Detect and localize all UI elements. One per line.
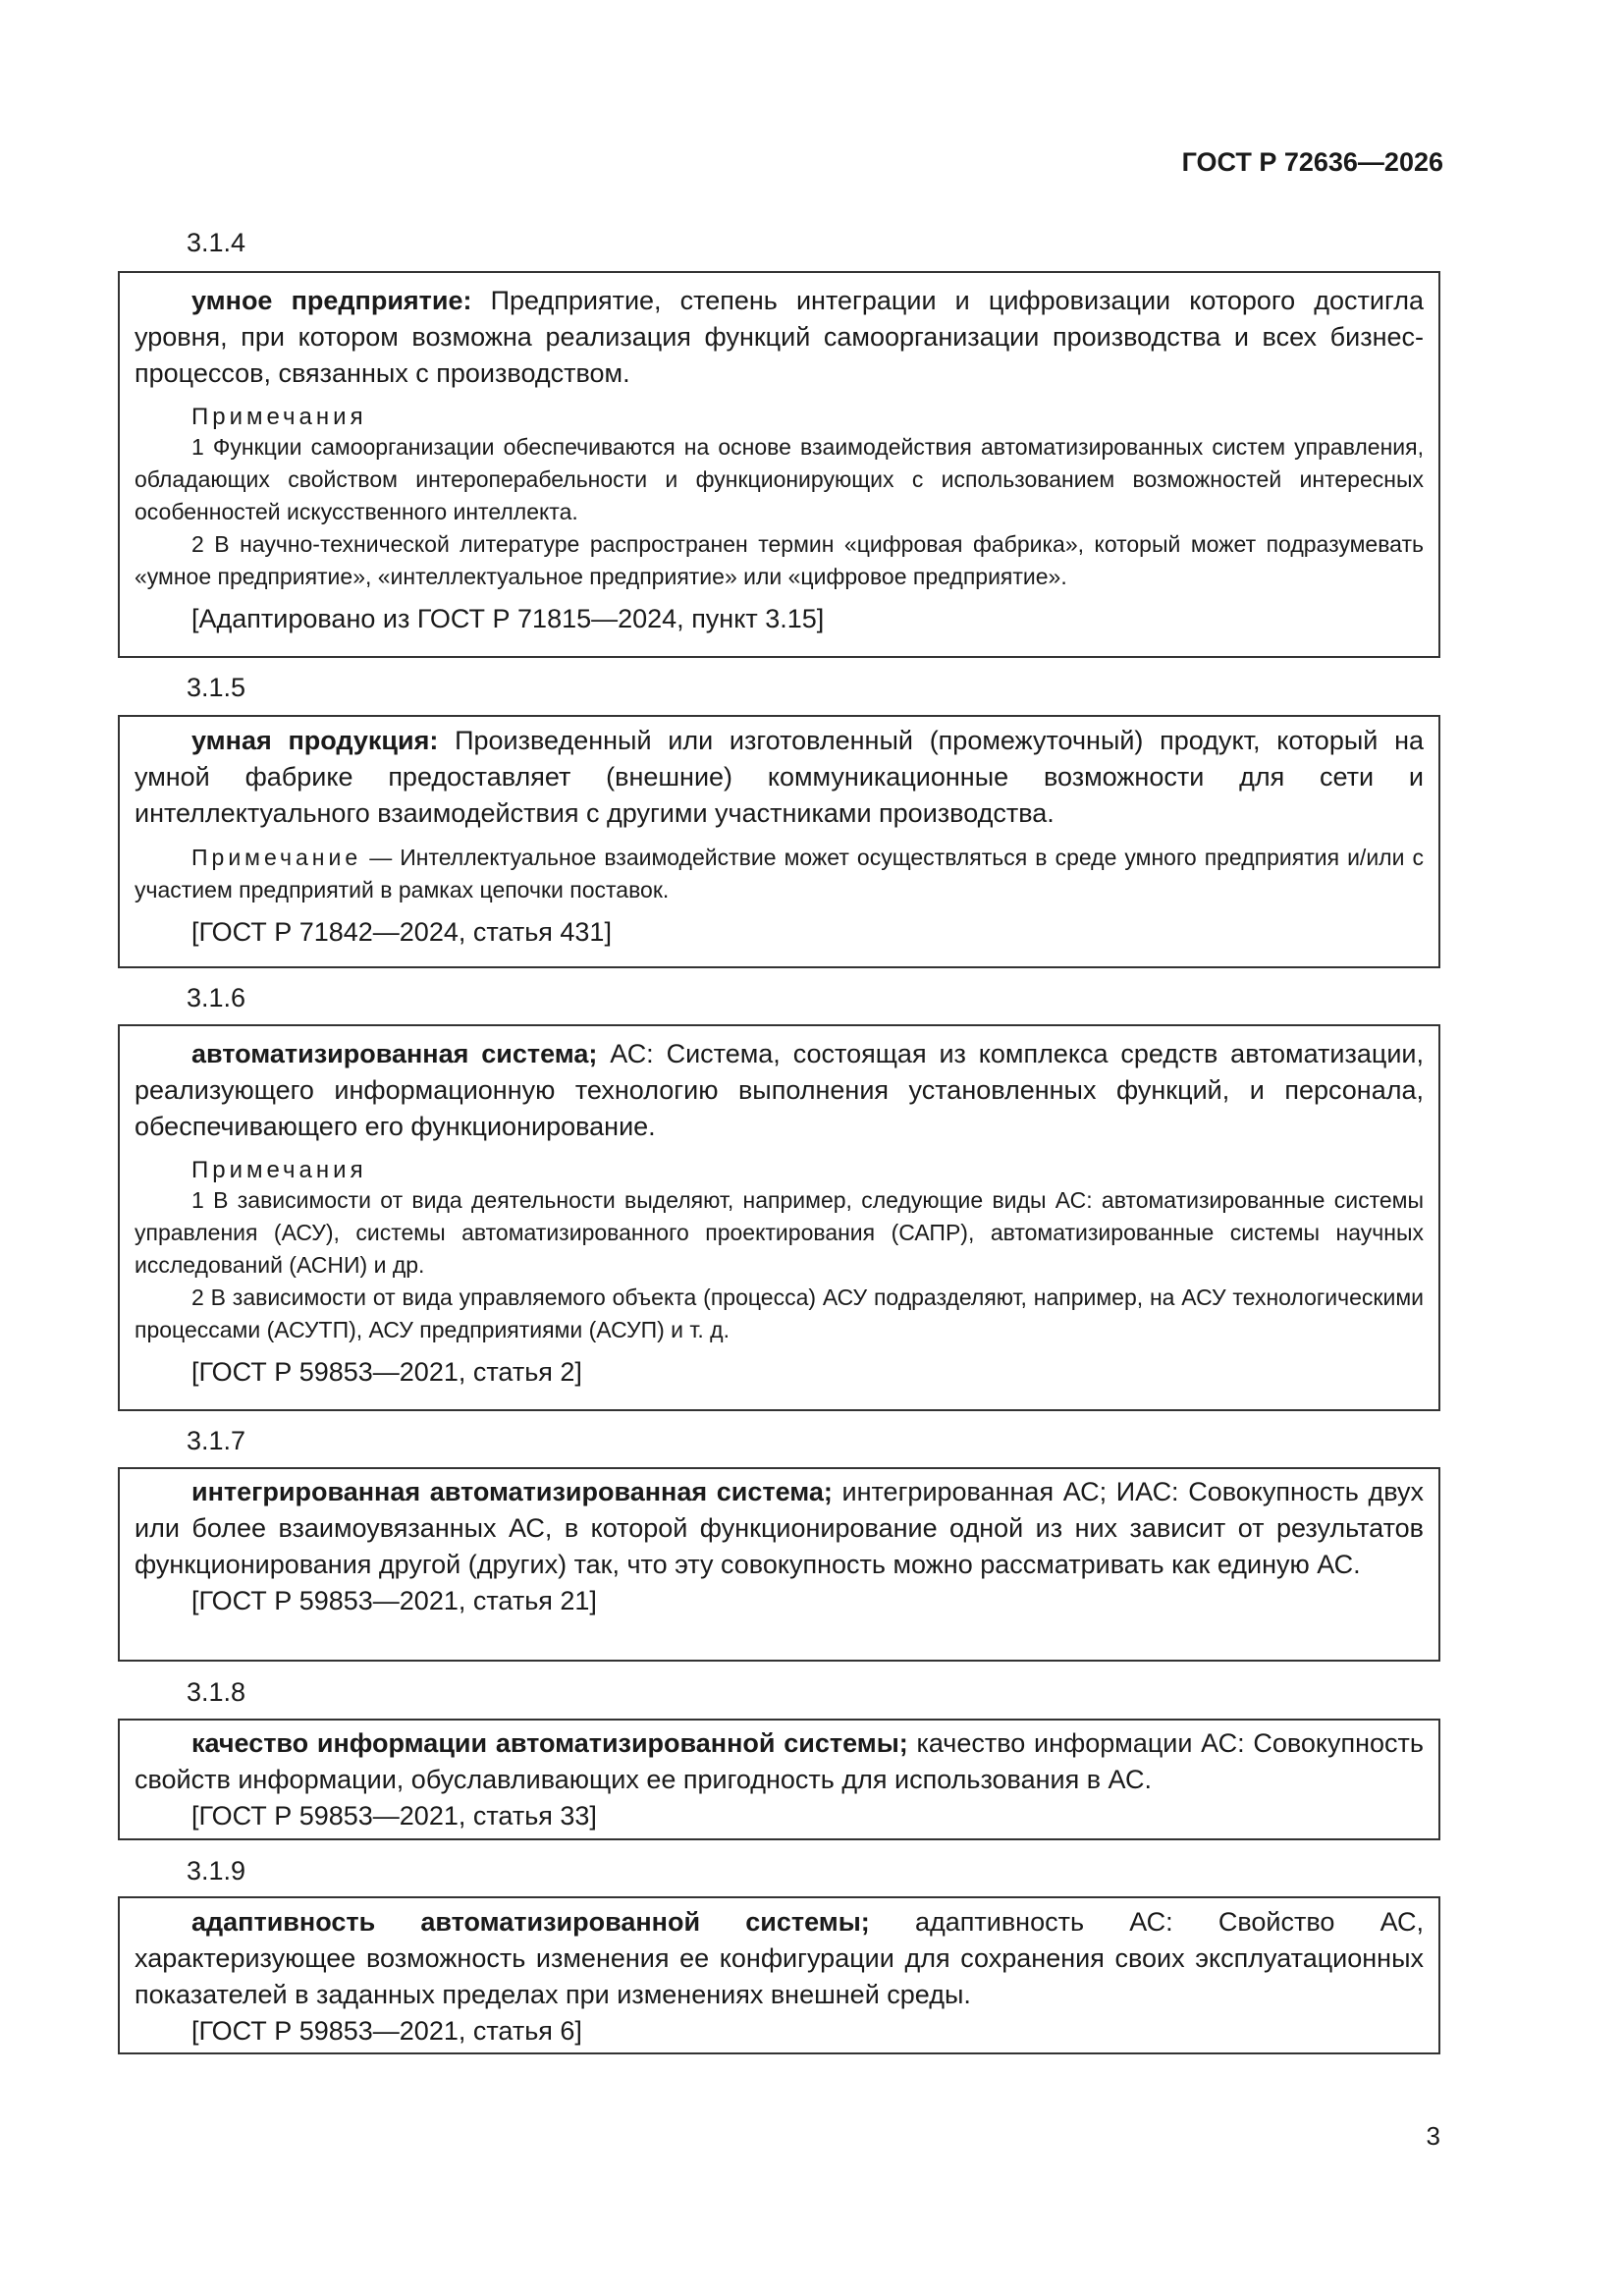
definition-text: качество информации АС: Совокупность свойств информации, обуславливающих ее пригодность для использования в АС. bbox=[135, 1728, 1424, 1794]
notes-heading: Примечания bbox=[191, 1157, 367, 1183]
definition-text: адаптивность АС: Свойство АС, характеризующее возможность изменения ее конфигурации для сохранения своих эксплуатационных показателей в заданных пределах при изменениях внешней среды. bbox=[135, 1907, 1424, 2009]
term-box bbox=[118, 1024, 1440, 1411]
definition bbox=[135, 283, 1424, 392]
term-box bbox=[118, 1896, 1440, 2054]
clause-number: 3.1.5 bbox=[187, 673, 246, 702]
definition bbox=[135, 1474, 1424, 1583]
note-text: — Интеллектуальное взаимодействие может осуществляться в среде умного предприятия и/или с участием предприятий в рамках цепочки поставок. bbox=[135, 845, 1424, 902]
definition-text: интегрированная АС; ИАС: Совокупность двух или более взаимоувязанных АС, в которой функционирование одной из них зависит от результатов функционирования другой (других) так, что эту совокупность можно рассматривать как единую АС. bbox=[135, 1477, 1424, 1579]
clause-number: 3.1.4 bbox=[187, 228, 246, 257]
definition bbox=[135, 1036, 1424, 1145]
note-item: 2 В зависимости от вида управляемого объекта (процесса) АСУ подразделяют, например, на АСУ технологическими процессами (АСУТП), АСУ предприятиями (АСУП) и т. д. bbox=[135, 1285, 1424, 1342]
term: умное предприятие: bbox=[191, 286, 472, 315]
clause-number: 3.1.6 bbox=[187, 983, 246, 1012]
note-item: 2 В научно-технической литературе распространен термин «цифровая фабрика», который может подразумевать «умное предприятие», «интеллектуальное предприятие» или «цифровое предприятие». bbox=[135, 531, 1424, 589]
definition bbox=[135, 1725, 1424, 1798]
term: автоматизированная система; bbox=[191, 1039, 598, 1068]
clause-number: 3.1.9 bbox=[187, 1856, 246, 1886]
source-reference: [ГОСТ Р 59853—2021, статья 33] bbox=[191, 1801, 597, 1831]
definition-text: Предприятие, степень интеграции и цифровизации которого достигла уровня, при котором возможна реализация функций самоорганизации производства и всех бизнес-процессов, связанных с производством. bbox=[135, 286, 1425, 388]
source-reference: [ГОСТ Р 59853—2021, статья 2] bbox=[191, 1357, 582, 1387]
standard-designation: ГОСТ Р 72636—2026 bbox=[1181, 147, 1443, 177]
term: интегрированная автоматизированная система; bbox=[191, 1477, 833, 1506]
definition-text: Произведенный или изготовленный (промежуточный) продукт, который на умной фабрике предоставляет (внешние) коммуникационные возможности для сети и интеллектуального взаимодействия с другими участниками производства. bbox=[135, 726, 1425, 828]
term-box bbox=[118, 1719, 1440, 1840]
term-box bbox=[118, 715, 1440, 968]
clause-number: 3.1.8 bbox=[187, 1677, 246, 1707]
note-item bbox=[135, 842, 1424, 906]
page-number: 3 bbox=[1426, 2121, 1440, 2151]
term: качество информации автоматизированной системы; bbox=[191, 1728, 908, 1758]
clause-number: 3.1.7 bbox=[187, 1426, 246, 1455]
source-reference: [ГОСТ Р 59853—2021, статья 6] bbox=[191, 2016, 582, 2046]
source-reference: [Адаптировано из ГОСТ Р 71815—2024, пункт 3.15] bbox=[191, 604, 825, 633]
note-item: 1 Функции самоорганизации обеспечиваются на основе взаимодействия автоматизированных систем управления, обладающих свойством интероперабельности и функционирующих с использованием возможностей интересных особенностей искусственного интеллекта. bbox=[135, 434, 1424, 524]
note-item: 1 В зависимости от вида деятельности выделяют, например, следующие виды АС: автоматизированные системы управления (АСУ), системы автоматизированного проектирования (САПР), автоматизированные системы научных исследований (АСНИ) и др. bbox=[135, 1187, 1424, 1278]
definition bbox=[135, 1904, 1424, 2013]
notes-heading: Примечания bbox=[191, 404, 367, 430]
source-reference: [ГОСТ Р 71842—2024, статья 431] bbox=[191, 917, 612, 947]
definition bbox=[135, 723, 1424, 832]
note-label: Примечание bbox=[191, 845, 362, 870]
definition-text: АС: Система, состоящая из комплекса средств автоматизации, реализующего информационную технологию выполнения установленных функций, и персонала, обеспечивающего его функционирование. bbox=[135, 1039, 1424, 1141]
term: умная продукция: bbox=[191, 726, 439, 755]
term-box bbox=[118, 1467, 1440, 1662]
source-reference: [ГОСТ Р 59853—2021, статья 21] bbox=[191, 1586, 597, 1615]
term: адаптивность автоматизированной системы; bbox=[191, 1907, 870, 1937]
term-box bbox=[118, 271, 1440, 658]
